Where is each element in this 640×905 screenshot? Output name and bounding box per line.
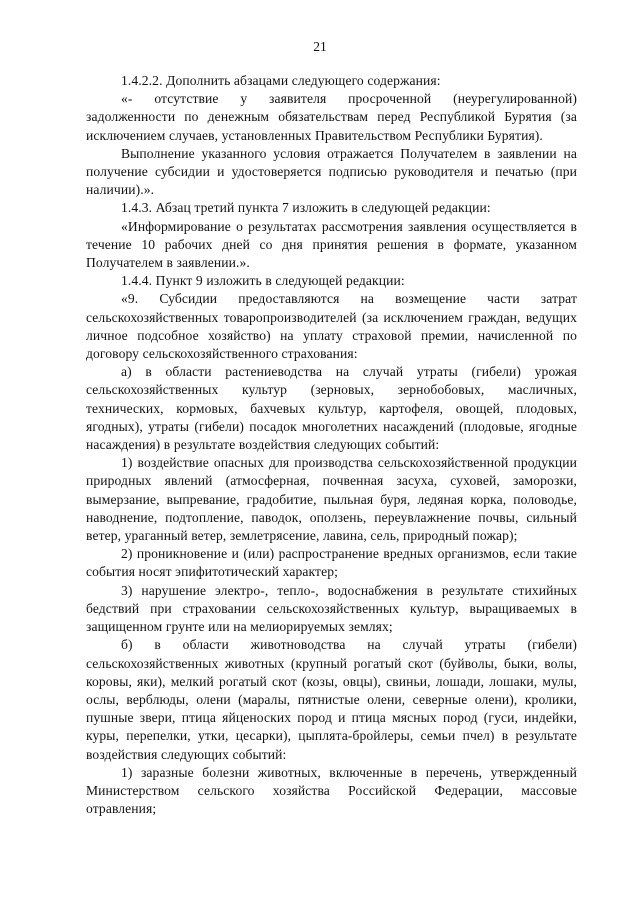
paragraph: а) в области растениеводства на случай утраты (гибели) урожая сельскохозяйственных культур (зерновых, зернобобовых, масличных, технических, кормовых, бахчевых культур, картофеля, овощей, плодовых, ягодных), утраты (гибели) посадок многолетних насаждений (плодовые, ягодные насаждения) в результате воздействия следующих событий: [86,364,577,453]
paragraph: 2) проникновение и (или) распространение вредных организмов, если такие события носят эпифитотический характер; [86,546,577,580]
paragraph: 1.4.2.2. Дополнить абзацами следующего содержания: [121,73,441,88]
document-body [86,72,577,818]
paragraph: 1) воздействие опасных для производства сельскохозяйственной продукции природных явлений (атмосферная, почвенная засуха, суховей, заморозки, вымерзание, выпревание, градобитие, пыльная буря, ледяная корка, половодье, наводнение, подтопление, паводок, оползень, переувлажнение почвы, сильный ветер, ураганный ветер, землетрясение, лавина, сель, природный пожар); [86,455,577,544]
paragraph: «Информирование о результатах рассмотрения заявления осуществляется в течение 10 рабочих дней со дня принятия решения в формате, указанном Получателем в заявлении.». [86,218,577,271]
paragraph: б) в области животноводства на случай утраты (гибели) сельскохозяйственных животных (крупный рогатый скот (буйволы, быки, волы, коровы, яки), мелкий рогатый скот (козы, овцы), свиньи, лошади, лошаки, мулы, ослы, верблюды, олени (маралы, пятнистые олени, северные олени), кролики, пушные звери, птица яйценоских пород и птица мясных пород (гуси, индейки, куры, перепелки, утки, цесарки), цыплята-бройлеры, семьи пчел) в результате воздействия следующих событий: [86,637,577,762]
paragraph: 1.4.3. Абзац третий пункта 7 изложить в следующей редакции: [121,200,491,216]
page-number: 21 [313,39,327,54]
paragraph: 1.4.4. Пункт 9 изложить в следующей редакции: [121,273,405,289]
paragraph: «9. Субсидии предоставляются на возмещение части затрат сельскохозяйственных товаропроизводителей (за исключением граждан, ведущих личное подсобное хозяйство) на уплату страховой премии, начисленной по договору сельскохозяйственного страхования: [86,291,577,362]
paragraph: 1) заразные болезни животных, включенные в перечень, утвержденный Министерством сельского хозяйства Российской Федерации, массовые отравления; [86,764,577,817]
paragraph: «- отсутствие у заявителя просроченной (неурегулированной) задолженности по денежным обязательствам перед Республикой Бурятия (за исключением случаев, установленных Правительством Республики Бурятия). [86,91,577,143]
paragraph: 3) нарушение электро-, тепло-, водоснабжения в результате стихийных бедствий при страховании сельскохозяйственных культур, выращиваемых в защищенном грунте или на мелиорируемых землях; [86,582,577,635]
paragraph: Выполнение указанного условия отражается Получателем в заявлении на получение субсидии и удостоверяется подписью руководителя и печатью (при наличии).». [86,145,577,198]
